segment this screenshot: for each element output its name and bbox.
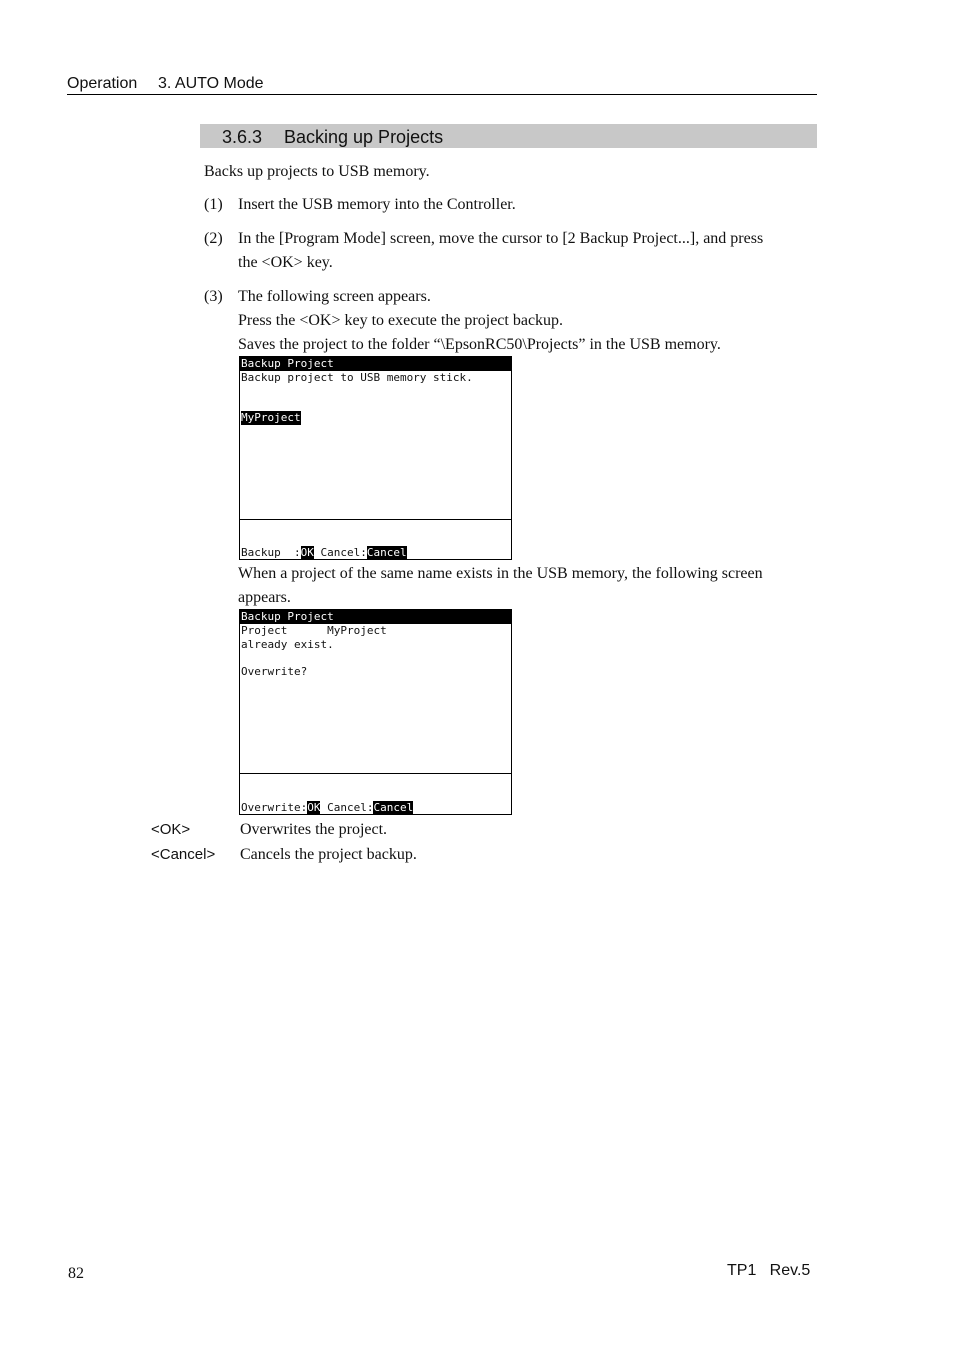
backup-label: Backup : — [241, 546, 301, 559]
section-number: 3.6.3 — [222, 127, 263, 147]
note-text-cont: appears. — [238, 589, 291, 606]
screen-titlebar — [240, 357, 511, 371]
note-text: When a project of the same name exists in the USB memory, the following screen — [238, 565, 763, 582]
step-text-cont: the <OK> key. — [238, 254, 333, 271]
key-desc-ok: Overwrites the project. — [240, 821, 388, 838]
step-number: (1) — [204, 196, 223, 213]
screen-titlebar — [240, 610, 511, 624]
step-number: (2) — [204, 230, 223, 247]
screen-divider — [240, 773, 511, 774]
cancel-button[interactable]: Cancel — [373, 801, 414, 814]
screen-divider — [240, 519, 511, 520]
overwrite-label: Overwrite: — [241, 801, 308, 814]
screen-exist-line: already exist. — [241, 638, 334, 651]
screen-footer — [241, 801, 413, 814]
header-section: 3. AUTO Mode — [158, 75, 264, 92]
step-text: Insert the USB memory into the Controller. — [238, 196, 516, 213]
screen-overwrite-prompt: Overwrite? — [241, 665, 308, 678]
project-item[interactable]: MyProject — [241, 411, 301, 424]
screen-title: Backup Project — [241, 610, 334, 623]
page-number: 82 — [68, 1265, 84, 1282]
ok-button[interactable]: OK — [300, 546, 314, 559]
screen-project-line: Project MyProject — [241, 624, 387, 637]
cancel-label: Cancel: — [320, 801, 374, 814]
step-number: (3) — [204, 288, 223, 305]
section-title: Backing up Projects — [284, 127, 444, 147]
cancel-button[interactable]: Cancel — [366, 546, 407, 559]
intro-text: Backs up projects to USB memory. — [204, 163, 430, 180]
ok-button[interactable]: OK — [307, 801, 321, 814]
doc-revision: TP1 Rev.5 — [727, 1262, 811, 1279]
key-label-cancel: <Cancel> — [151, 846, 216, 863]
step-text: The following screen appears. — [238, 288, 431, 305]
step-text-cont: Press the <OK> key to execute the project backup. — [238, 312, 564, 329]
step-text: In the [Program Mode] screen, move the cursor to [2 Backup Project...], and press — [238, 230, 764, 247]
screen-title: Backup Project — [241, 357, 334, 370]
overwrite-confirm-screen — [239, 609, 512, 815]
backup-project-screen — [239, 356, 512, 560]
screen-footer — [241, 546, 407, 559]
page-header — [67, 74, 817, 95]
screen-message: Backup project to USB memory stick. — [241, 371, 473, 384]
cancel-label: Cancel: — [313, 546, 367, 559]
key-desc-cancel: Cancels the project backup. — [240, 846, 417, 863]
section-heading — [200, 124, 817, 148]
step-text-cont: Saves the project to the folder “\EpsonRC50\Projects” in the USB memory. — [238, 336, 721, 353]
key-label-ok: <OK> — [151, 821, 191, 838]
header-chapter: Operation — [67, 75, 138, 92]
